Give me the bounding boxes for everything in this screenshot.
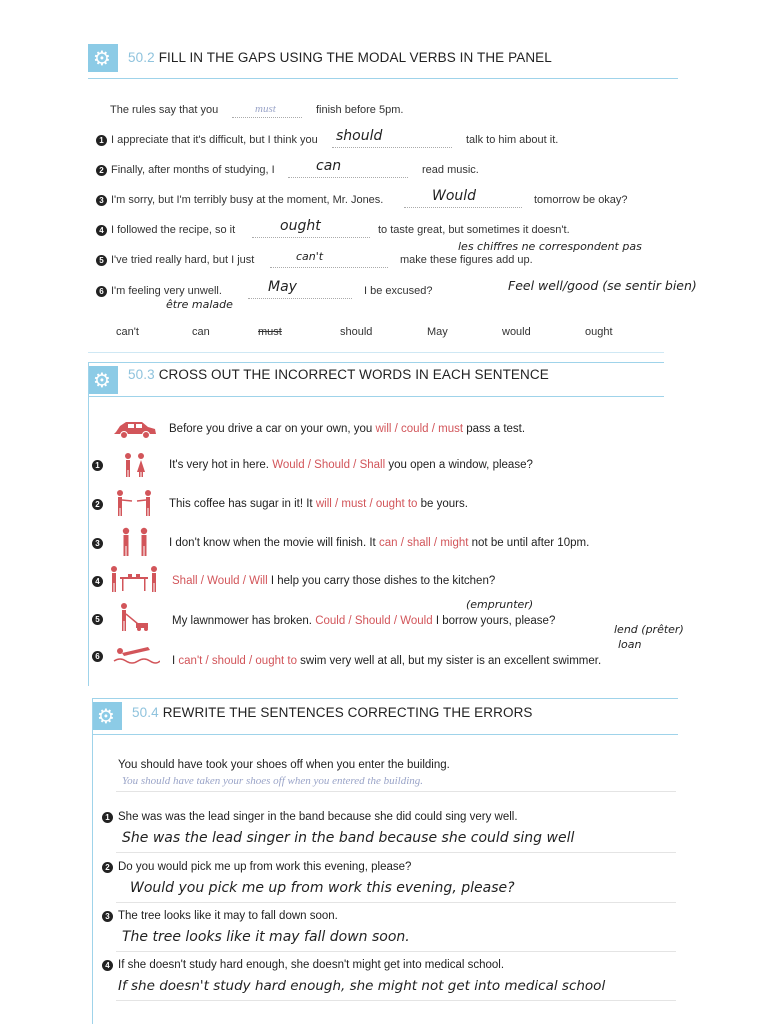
handwritten-answer: can	[316, 158, 342, 174]
handwritten-note: loan	[618, 638, 642, 651]
word-options: Could / Should / Would	[315, 615, 433, 627]
panel-word: May	[427, 326, 448, 338]
sentence-before: My lawnmower has broken.	[172, 615, 312, 627]
sentence-after: I help you carry those dishes to the kitchen?	[270, 575, 496, 587]
handwritten-answer: She was the lead singer in the band because she could sing well	[122, 830, 575, 846]
example-text: finish before 5pm.	[316, 104, 404, 116]
sentence-text: I've tried really hard, but I just	[111, 254, 255, 266]
section-rule	[88, 78, 678, 79]
item-number: 1	[92, 460, 103, 471]
item-number: 4	[102, 960, 113, 971]
sentence-text	[169, 537, 589, 549]
handwritten-answer: May	[268, 279, 297, 295]
item-number: 6	[96, 286, 107, 297]
item-number: 5	[96, 255, 107, 266]
gap-line	[332, 147, 452, 148]
sentence-text: I'm feeling very unwell.	[111, 285, 222, 297]
item-number: 4	[96, 225, 107, 236]
handwritten-answer: Would	[432, 188, 477, 204]
sentence-after: I borrow yours, please?	[435, 615, 556, 627]
handwritten-note: Feel well/good (se sentir bien)	[508, 278, 697, 293]
word-options: will / could / must	[375, 423, 464, 435]
panel-word: ought	[585, 326, 613, 338]
item-number: 4	[92, 576, 103, 587]
section-icon	[88, 44, 118, 72]
sentence-text: to taste great, but sometimes it doesn't.	[378, 224, 570, 236]
section-rule	[88, 396, 664, 397]
word-options: can / shall / might	[378, 537, 469, 549]
item-number: 3	[102, 911, 113, 922]
section-title-50-3	[128, 367, 549, 382]
swimmer-icon	[112, 643, 160, 672]
section-heading: REWRITE THE SENTENCES CORRECTING THE ERRORS	[162, 705, 533, 720]
panel-word: should	[340, 326, 373, 338]
sentence-text: read music.	[422, 164, 479, 176]
gap-line	[404, 207, 522, 208]
gap-line	[232, 117, 302, 118]
section-number: 50.4	[132, 705, 159, 720]
section-rule	[92, 698, 678, 699]
item-number: 2	[96, 165, 107, 176]
handwritten-note: être malade	[166, 298, 233, 311]
section-heading: FILL IN THE GAPS USING THE MODAL VERBS IN THE PANEL	[158, 50, 552, 65]
handwritten-answer: The tree looks like it may fall down soon.	[122, 929, 410, 945]
car-icon	[112, 418, 158, 445]
sentence-text	[169, 459, 533, 471]
question-text: If she doesn't study hard enough, she doesn't might get into medical school.	[118, 959, 505, 971]
writing-line	[116, 902, 676, 903]
people-icon	[120, 452, 150, 483]
section-icon	[92, 702, 122, 730]
gap-line	[288, 177, 408, 178]
sentence-before: This coffee has sugar in it! It	[169, 498, 313, 510]
question-text: Do you would pick me up from work this evening, please?	[118, 861, 412, 873]
writing-line	[116, 791, 676, 792]
word-options: can't / should / ought to	[178, 655, 297, 667]
handwritten-answer: can't	[296, 250, 324, 263]
handwritten-answer: If she doesn't study hard enough, she might not get into medical school	[118, 978, 606, 994]
item-number: 5	[92, 614, 103, 625]
word-options: Shall / Would / Will	[172, 575, 268, 587]
word-options: will / must / ought to	[315, 498, 418, 510]
writing-line	[116, 951, 676, 952]
gap-line	[252, 237, 370, 238]
gap-line	[248, 298, 352, 299]
section-rule	[92, 734, 678, 735]
writing-line	[116, 1000, 676, 1001]
sentence-text	[172, 615, 555, 627]
example-answer: must	[255, 103, 276, 115]
sentence-text: make these figures add up.	[400, 254, 533, 266]
question-text: She was was the lead singer in the band because she did could sing very well.	[118, 811, 518, 823]
sentence-after: be yours.	[420, 498, 468, 510]
sentence-before: I don't know when the movie will finish. It	[169, 537, 376, 549]
sentence-before: I	[172, 655, 176, 667]
section-rule	[88, 362, 664, 363]
item-number: 3	[96, 195, 107, 206]
item-number: 2	[92, 499, 103, 510]
example-after: pass a test.	[466, 423, 526, 435]
sentence-after: not be until after 10pm.	[471, 537, 590, 549]
sentence-after: you open a window, please?	[388, 459, 533, 471]
sentence-text	[172, 655, 601, 667]
handwritten-note: les chiffres ne correspondent pas	[458, 240, 642, 253]
example-before: Before you drive a car on your own, you	[169, 423, 373, 435]
panel-word: can't	[116, 326, 139, 338]
sentence-text: I appreciate that it's difficult, but I think you	[111, 134, 318, 146]
sentence-text: Finally, after months of studying, I	[111, 164, 275, 176]
panel-word: must	[258, 326, 282, 338]
panel-word: would	[502, 326, 531, 338]
example-answer: You should have taken your shoes off when you entered the building.	[122, 775, 424, 787]
sentence-before: It's very hot in here.	[169, 459, 269, 471]
item-number: 2	[102, 862, 113, 873]
handwritten-note: lend (prêter)	[614, 623, 684, 636]
handwritten-answer: ought	[280, 218, 321, 234]
example-text: The rules say that you	[110, 104, 219, 116]
writing-line	[116, 852, 676, 853]
section-icon	[88, 366, 118, 394]
item-number: 1	[102, 812, 113, 823]
section-border	[88, 362, 89, 686]
section-heading: CROSS OUT THE INCORRECT WORDS IN EACH SENTENCE	[158, 367, 549, 382]
panel-rule	[88, 352, 664, 353]
example-question: You should have took your shoes off when you enter the building.	[118, 759, 450, 771]
section-title-50-4	[132, 705, 533, 720]
panel-word: can	[192, 326, 210, 338]
section-number: 50.3	[128, 367, 155, 382]
handwritten-note: (emprunter)	[466, 598, 534, 611]
sentence-text	[172, 575, 495, 587]
sentence-text: talk to him about it.	[466, 134, 559, 146]
table-people-icon	[108, 565, 160, 598]
handwritten-answer: Would you pick me up from work this evening, please?	[130, 880, 515, 896]
section-title-50-2	[128, 50, 552, 65]
section-number: 50.2	[128, 50, 155, 65]
word-options: Would / Should / Shall	[272, 459, 386, 471]
people-icon	[118, 527, 154, 562]
sentence-text: tomorrow be okay?	[534, 194, 628, 206]
lawnmower-person-icon	[116, 602, 152, 637]
item-number: 3	[92, 538, 103, 549]
item-number: 1	[96, 135, 107, 146]
sentence-text: I'm sorry, but I'm terribly busy at the moment, Mr. Jones.	[111, 194, 384, 206]
question-text: The tree looks like it may to fall down soon.	[118, 910, 338, 922]
handwritten-answer: should	[336, 128, 383, 144]
section-border	[92, 698, 93, 1024]
item-number: 6	[92, 651, 103, 662]
people-icon	[112, 489, 158, 522]
gap-line	[270, 267, 388, 268]
sentence-text: I be excused?	[364, 285, 433, 297]
sentence-text	[169, 498, 468, 510]
sentence-after: swim very well at all, but my sister is an excellent swimmer.	[300, 655, 602, 667]
sentence-text: I followed the recipe, so it	[111, 224, 236, 236]
example-text	[169, 423, 525, 435]
